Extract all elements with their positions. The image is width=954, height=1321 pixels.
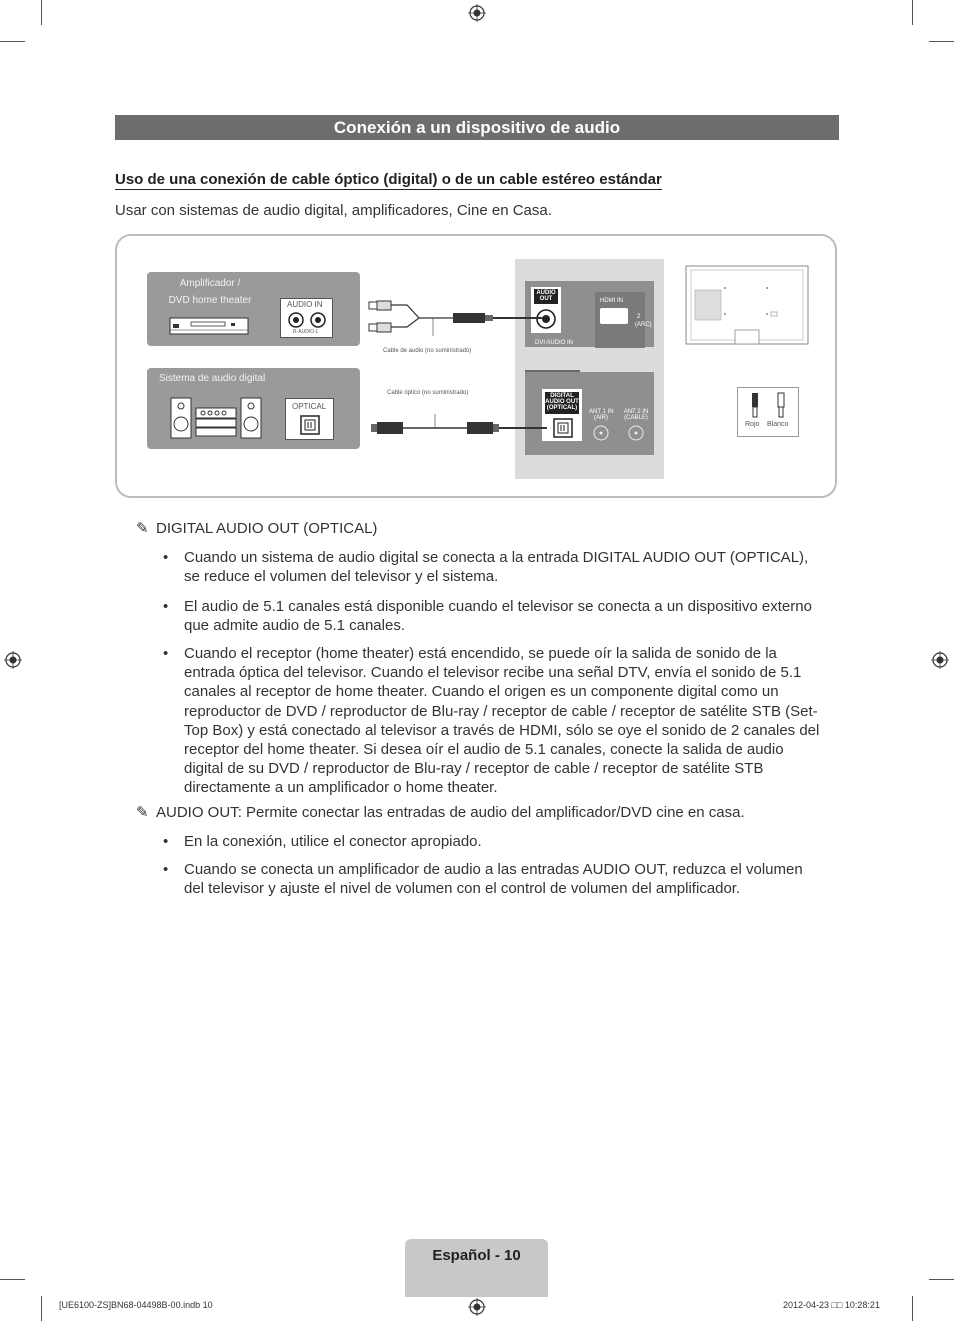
ant1-connector-icon <box>593 425 609 441</box>
bullet-icon: • <box>163 861 169 878</box>
ant1-label-2: (AIR) <box>594 415 608 421</box>
audio-cable-label: Cable de audio (no suministrado) <box>383 348 472 354</box>
audio-in-label: AUDIO IN <box>287 300 323 309</box>
digital-audio-out-port-panel <box>542 389 582 441</box>
hdmi-port <box>600 308 628 324</box>
ant1-label-1: ANT 1 IN <box>589 409 614 415</box>
amplifier-label-line1: Amplificador / <box>179 278 241 289</box>
list-item: • En la conexión, utilice el conector apropiado. <box>163 833 482 850</box>
dvi-audio-in-label: DVI AUDIO IN <box>535 340 574 346</box>
ant2-label-2: (CABLE) <box>624 415 648 421</box>
digital-audio-out-label-2: AUDIO OUT <box>545 399 579 405</box>
optical-label: OPTICAL <box>292 402 327 411</box>
registration-mark-icon <box>4 651 22 669</box>
amplifier-label-line2: DVD home theater <box>168 295 252 306</box>
list-item: • Cuando se conecta un amplificador de audio a las entradas AUDIO OUT, reduzca el volumen del televisor y ajuste el nivel de volumen con el control de volumen del amplificador. <box>163 861 803 898</box>
bullet-icon: • <box>163 645 169 662</box>
bullet-icon: • <box>163 833 169 850</box>
crop-mark <box>41 0 42 25</box>
hdmi-2-label: 2 <box>637 314 641 320</box>
footer-timestamp: 2012-04-23 □□ 10:28:21 <box>783 1300 880 1310</box>
rca-plugs-icon <box>746 391 790 421</box>
digital-audio-out-label-1: DIGITAL <box>550 393 574 399</box>
intro-text: Usar con sistemas de audio digital, amplificadores, Cine en Casa. <box>115 202 552 219</box>
amplifier-device-box <box>147 272 360 346</box>
audio-cable-icon <box>367 296 542 336</box>
digital-audio-system-box <box>147 368 360 449</box>
hifi-system-icon <box>170 392 262 440</box>
hdmi-in-label: HDMI IN <box>600 298 623 304</box>
crop-mark <box>929 41 954 42</box>
crop-mark <box>912 0 913 25</box>
bullet-icon: • <box>163 549 169 566</box>
optical-cable-icon <box>367 414 547 444</box>
crop-mark <box>912 1296 913 1321</box>
note-digital-audio-out <box>136 519 377 537</box>
bullet-icon: • <box>163 598 169 615</box>
registration-mark-icon <box>468 4 486 22</box>
crop-mark <box>0 1279 25 1280</box>
digital-system-label: Sistema de audio digital <box>159 373 266 384</box>
note-title: AUDIO OUT <box>156 804 238 821</box>
section-title-bar <box>115 115 839 140</box>
crop-mark <box>929 1279 954 1280</box>
ant2-label-1: ANT 2 IN <box>623 409 649 415</box>
registration-mark-icon <box>468 1298 486 1316</box>
list-item: • Cuando el receptor (home theater) está encendido, se puede oír la salida de sonido de la entrada óptica del televisor. Cuando el televisor recibe una señal DTV, envía el sonido de 5.1 canales al receptor de home theater. Cuando el origen es un componente digital como un reproductor de DVD / reproductor de Blu-ray / receptor de cable / receptor de satélite STB (Set-Top Box) y está conectado al televisor a través de HDMI, sólo se oye el sonido de 2 canales del receptor del home theater. Si desea oír el audio de 5.1 canales, conecte la salida de audio digital de su DVD / reproductor de Blu-ray / receptor de cable / receptor de satélite STB directamente a un amplificador o home theater. <box>163 645 820 797</box>
rojo-label: Rojo <box>745 421 760 428</box>
hdmi-port-area <box>595 292 652 348</box>
audio-in-port-panel <box>280 298 333 338</box>
digital-audio-out-label-3: (OPTICAL) <box>546 405 578 411</box>
crop-mark <box>41 1296 42 1321</box>
list-item: • El audio de 5.1 canales está disponible cuando el televisor se conecta a un dispositivo externo que admite audio de 5.1 canales. <box>163 598 812 635</box>
registration-mark-icon <box>931 651 949 669</box>
page-number-tab <box>405 1239 548 1297</box>
blanco-label: Blanco <box>767 421 789 428</box>
subsection-heading: Uso de una conexión de cable óptico (digital) o de un cable estéreo estándar <box>115 171 662 188</box>
crop-mark <box>0 41 25 42</box>
r-audio-l-label: R-AUDIO-L <box>293 329 319 335</box>
digital-audio-out-label-box <box>545 392 579 414</box>
note-audio-out: ✎ AUDIO OUT: Permite conectar las entradas de audio del amplificador/DVD cine en casa. <box>136 804 745 821</box>
connection-diagram <box>115 234 837 498</box>
page-number: Español - 10 <box>432 1247 521 1264</box>
page-title: Conexión a un dispositivo de audio <box>333 118 621 137</box>
optical-cable-label: Cable óptico (no suministrado) <box>387 390 469 396</box>
optical-jack-icon <box>300 415 320 435</box>
tv-rear-panel-top <box>525 281 654 347</box>
tv-optical-jack-icon <box>553 418 573 438</box>
footer-file-name: [UE6100-ZS]BN68-04498B-00.indb 10 <box>59 1300 213 1310</box>
note-pen-icon: ✎ <box>136 804 149 821</box>
list-item: • Cuando un sistema de audio digital se conecta a la entrada DIGITAL AUDIO OUT (OPTICAL), se reduce el volumen del televisor y el sistema. <box>163 549 809 586</box>
ant2-connector-icon <box>628 425 644 441</box>
note-pen-icon: ✎ <box>136 520 149 537</box>
audio-out-label-1: AUDIO <box>536 290 556 296</box>
rca-color-legend <box>737 387 799 437</box>
optical-port-panel <box>285 398 334 440</box>
audio-out-label-2: OUT <box>539 296 553 302</box>
tv-rear-view-icon <box>685 264 811 348</box>
rca-jack-pair-icon <box>286 311 328 329</box>
note-title: DIGITAL AUDIO OUT (OPTICAL) <box>156 520 378 537</box>
dvd-player-icon <box>169 314 249 336</box>
hdmi-arc-label: (ARC) <box>635 322 652 328</box>
